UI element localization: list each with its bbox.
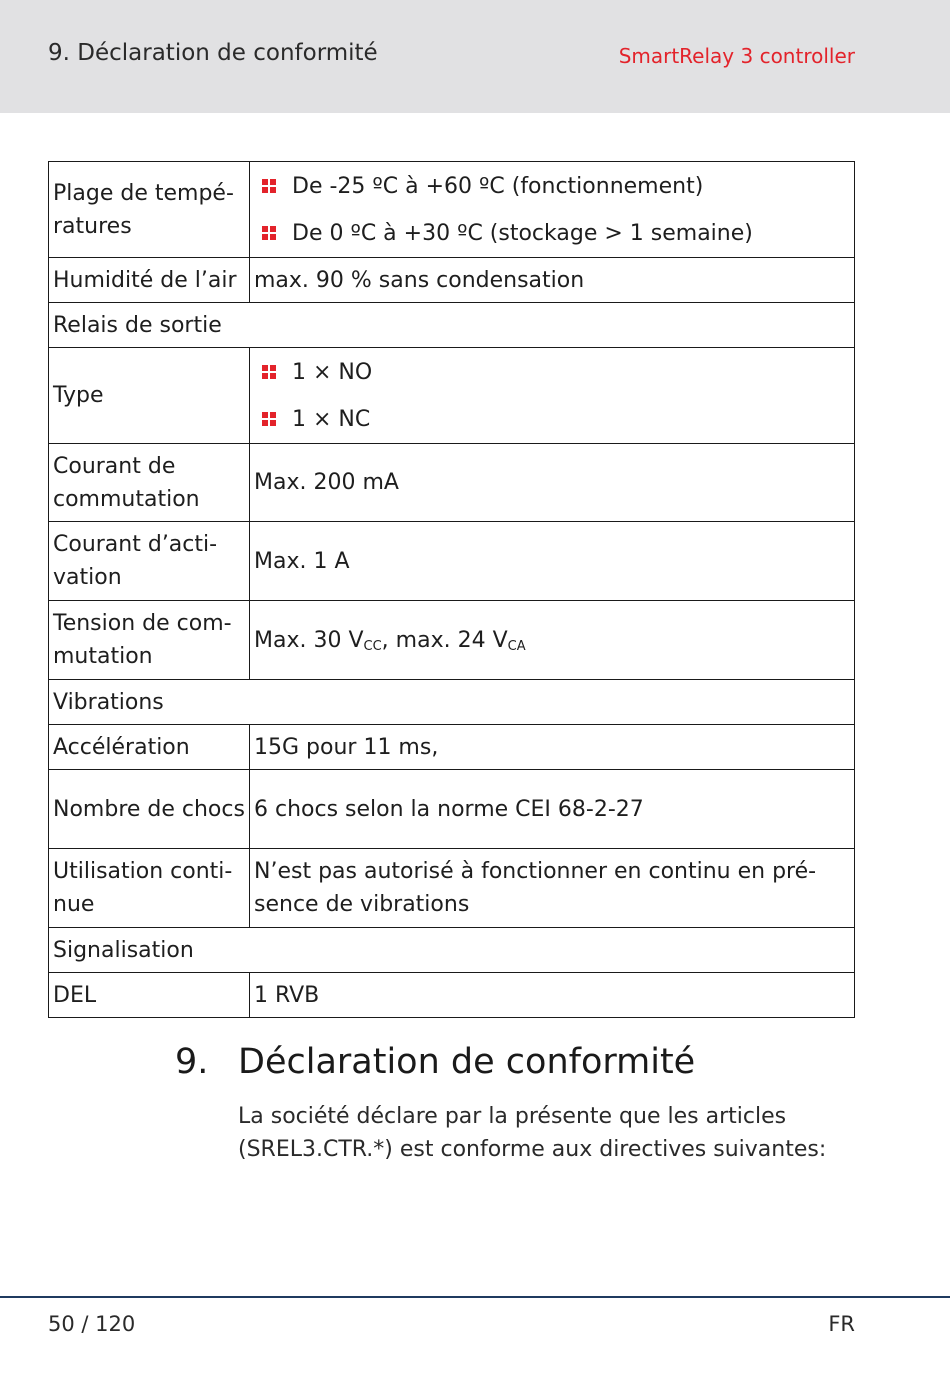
language-code: FR — [828, 1312, 855, 1336]
row-label: Type — [49, 348, 250, 444]
row-value: 1 RVB — [250, 973, 855, 1018]
list-item-text: 1 × NO — [292, 359, 373, 385]
row-label: Humidité de l’air — [49, 258, 250, 303]
row-value: N’est pas autorisé à fonctionner en continu en pré-sence de vibrations — [250, 849, 855, 928]
table-row — [49, 258, 855, 303]
red-bullet-icon — [262, 179, 277, 194]
list-item-text: De 0 ºC à +30 ºC (stockage > 1 semaine) — [292, 220, 753, 246]
row-value: 15G pour 11 ms, — [250, 725, 855, 770]
row-value — [250, 601, 855, 680]
list-item-text: De -25 ºC à +60 ºC (fonctionnement) — [292, 173, 704, 199]
red-bullet-icon — [262, 226, 277, 241]
header-product-name: SmartRelay 3 controller — [618, 44, 855, 68]
row-value: Max. 1 A — [250, 522, 855, 601]
red-bullet-icon — [262, 412, 277, 427]
list-item — [254, 349, 850, 396]
spec-table — [48, 161, 855, 1018]
red-bullet-icon — [262, 365, 277, 380]
voltage-ac-subscript: CA — [507, 638, 526, 654]
row-label: DEL — [49, 973, 250, 1018]
row-label: Plage de tempé-ratures — [49, 162, 250, 258]
section-title: Déclaration de conformité — [238, 1042, 696, 1082]
section-paragraph: La société déclare par la présente que les articles (SREL3.CTR.*) est conforme aux directives suivantes: — [238, 1104, 827, 1162]
row-value: 6 chocs selon la norme CEI 68-2-27 — [250, 770, 855, 849]
table-row — [49, 348, 855, 444]
voltage-dc-text: Max. 30 V — [254, 627, 364, 653]
table-row — [49, 162, 855, 258]
table-row — [49, 770, 855, 849]
row-label: Accélération — [49, 725, 250, 770]
row-value — [250, 348, 855, 444]
list-item-text: 1 × NC — [292, 406, 371, 432]
voltage-dc-subscript: CC — [363, 638, 382, 654]
table-row — [49, 849, 855, 928]
row-heading: Vibrations — [49, 680, 855, 725]
header-section-title: 9. Déclaration de conformité — [48, 40, 378, 66]
row-value: Max. 200 mA — [250, 444, 855, 522]
section-number: 9. — [175, 1042, 209, 1082]
bullet-list — [254, 349, 850, 443]
row-heading: Relais de sortie — [49, 303, 855, 348]
row-label: Utilisation conti-nue — [49, 849, 250, 928]
voltage-ac-text: , max. 24 V — [381, 627, 508, 653]
page-header — [0, 0, 950, 113]
table-row — [49, 725, 855, 770]
row-label: Tension de com-mutation — [49, 601, 250, 680]
row-label: Nombre de chocs — [49, 770, 250, 849]
table-row — [49, 303, 855, 348]
table-row — [49, 444, 855, 522]
page-number: 50 / 120 — [48, 1312, 136, 1336]
row-value — [250, 162, 855, 258]
table-row — [49, 680, 855, 725]
table-row — [49, 601, 855, 680]
bullet-list — [254, 163, 850, 257]
row-label: Courant de commutation — [49, 444, 250, 522]
list-item — [254, 396, 850, 443]
row-heading: Signalisation — [49, 928, 855, 973]
row-value: max. 90 % sans condensation — [250, 258, 855, 303]
list-item — [254, 163, 850, 210]
list-item — [254, 210, 850, 257]
row-label: Courant d’acti-vation — [49, 522, 250, 601]
table-row — [49, 928, 855, 973]
table-row — [49, 973, 855, 1018]
footer-divider — [0, 1296, 950, 1298]
table-row — [49, 522, 855, 601]
